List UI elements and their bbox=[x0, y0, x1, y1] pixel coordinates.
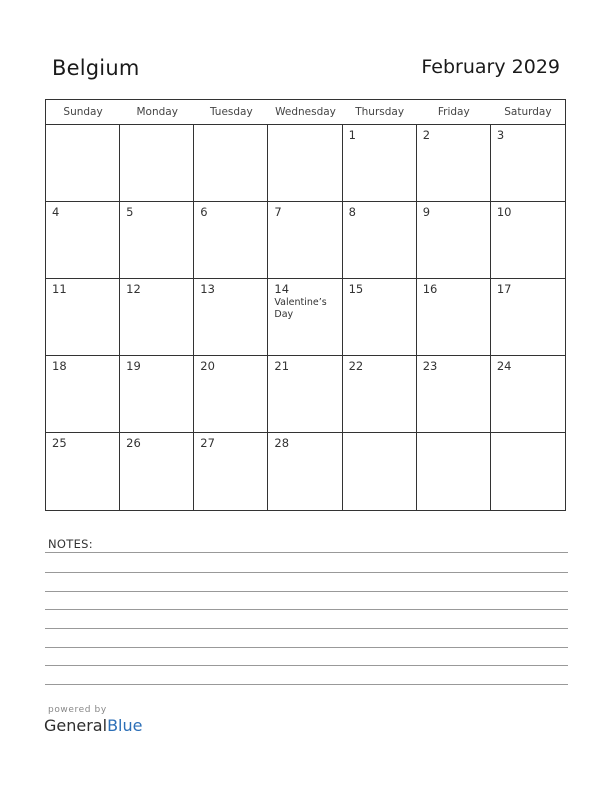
day-cell bbox=[194, 279, 268, 356]
day-cell bbox=[268, 356, 342, 433]
day-number: 13 bbox=[200, 282, 215, 296]
day-cell bbox=[268, 433, 342, 510]
powered-by-text: powered by bbox=[48, 705, 107, 715]
day-number: 27 bbox=[200, 436, 215, 450]
day-number: 5 bbox=[126, 205, 134, 219]
day-number: 26 bbox=[126, 436, 141, 450]
note-line bbox=[45, 609, 568, 610]
weekday-friday: Friday bbox=[437, 106, 470, 118]
day-number: 17 bbox=[496, 282, 512, 296]
weekday-saturday: Saturday bbox=[504, 106, 552, 118]
day-cell bbox=[46, 356, 120, 433]
day-cell bbox=[268, 279, 342, 356]
note-line bbox=[45, 684, 568, 685]
day-number: 24 bbox=[496, 359, 512, 373]
day-cell bbox=[491, 125, 565, 202]
day-number: 4 bbox=[52, 205, 60, 219]
day-cell bbox=[268, 125, 342, 202]
day-number: 16 bbox=[422, 282, 438, 296]
day-number: 21 bbox=[274, 359, 290, 373]
month-title: February 2029 bbox=[421, 56, 560, 78]
weekday-tuesday: Tuesday bbox=[209, 106, 253, 118]
day-number: 28 bbox=[274, 436, 290, 450]
generalblue-logo bbox=[44, 716, 142, 735]
day-cell bbox=[491, 202, 565, 279]
note-line bbox=[45, 628, 568, 629]
day-number: 19 bbox=[126, 359, 141, 373]
weekday-wednesday: Wednesday bbox=[275, 106, 336, 118]
day-cell bbox=[194, 125, 268, 202]
day-number: 14 bbox=[274, 282, 290, 296]
weekday-monday: Monday bbox=[136, 106, 178, 118]
note-line bbox=[45, 591, 568, 592]
day-number: 6 bbox=[200, 205, 208, 219]
day-cell bbox=[417, 125, 491, 202]
day-cell bbox=[46, 279, 120, 356]
note-line bbox=[45, 665, 568, 666]
day-cell bbox=[46, 433, 120, 510]
day-cell bbox=[120, 356, 194, 433]
brand-blue: Blue bbox=[107, 716, 143, 735]
day-number: 22 bbox=[348, 359, 364, 373]
day-number: 1 bbox=[348, 128, 356, 142]
note-line bbox=[45, 647, 568, 648]
note-line bbox=[45, 552, 568, 553]
holiday-label: Valentine’s Day bbox=[274, 297, 327, 320]
day-number: 20 bbox=[200, 359, 215, 373]
day-cell bbox=[417, 356, 491, 433]
notes-label: NOTES: bbox=[48, 537, 93, 551]
day-cell bbox=[417, 202, 491, 279]
day-cell bbox=[46, 202, 120, 279]
day-number: 25 bbox=[52, 436, 67, 450]
day-cell bbox=[343, 125, 417, 202]
day-cell bbox=[194, 202, 268, 279]
country-title: Belgium bbox=[52, 56, 140, 80]
day-number: 3 bbox=[496, 128, 505, 142]
day-number: 9 bbox=[422, 205, 431, 219]
weekday-thursday: Thursday bbox=[355, 106, 405, 118]
day-cell bbox=[46, 125, 120, 202]
day-cell bbox=[120, 125, 194, 202]
weekday-header bbox=[46, 100, 565, 125]
day-cell bbox=[491, 433, 565, 510]
day-cell bbox=[491, 279, 565, 356]
day-cell bbox=[268, 202, 342, 279]
weekday-sunday: Sunday bbox=[63, 106, 103, 118]
day-cell bbox=[120, 279, 194, 356]
day-number: 15 bbox=[348, 282, 364, 296]
day-cell bbox=[343, 279, 417, 356]
brand-general: General bbox=[44, 716, 108, 735]
day-cell bbox=[343, 433, 417, 510]
day-cell bbox=[343, 202, 417, 279]
note-line bbox=[45, 572, 568, 573]
day-number: 8 bbox=[348, 205, 356, 219]
weeks-grid bbox=[46, 125, 565, 510]
day-cell bbox=[417, 433, 491, 510]
day-cell bbox=[491, 356, 565, 433]
day-cell bbox=[343, 356, 417, 433]
day-cell bbox=[194, 433, 268, 510]
day-number: 23 bbox=[422, 359, 438, 373]
day-number: 2 bbox=[422, 128, 431, 142]
day-cell bbox=[417, 279, 491, 356]
day-cell bbox=[120, 202, 194, 279]
day-number: 7 bbox=[274, 205, 282, 219]
day-number: 18 bbox=[52, 359, 67, 373]
day-number: 11 bbox=[52, 282, 67, 296]
day-cell bbox=[120, 433, 194, 510]
day-number: 10 bbox=[496, 205, 512, 219]
day-number: 12 bbox=[126, 282, 141, 296]
calendar-grid bbox=[45, 99, 566, 511]
day-cell bbox=[194, 356, 268, 433]
